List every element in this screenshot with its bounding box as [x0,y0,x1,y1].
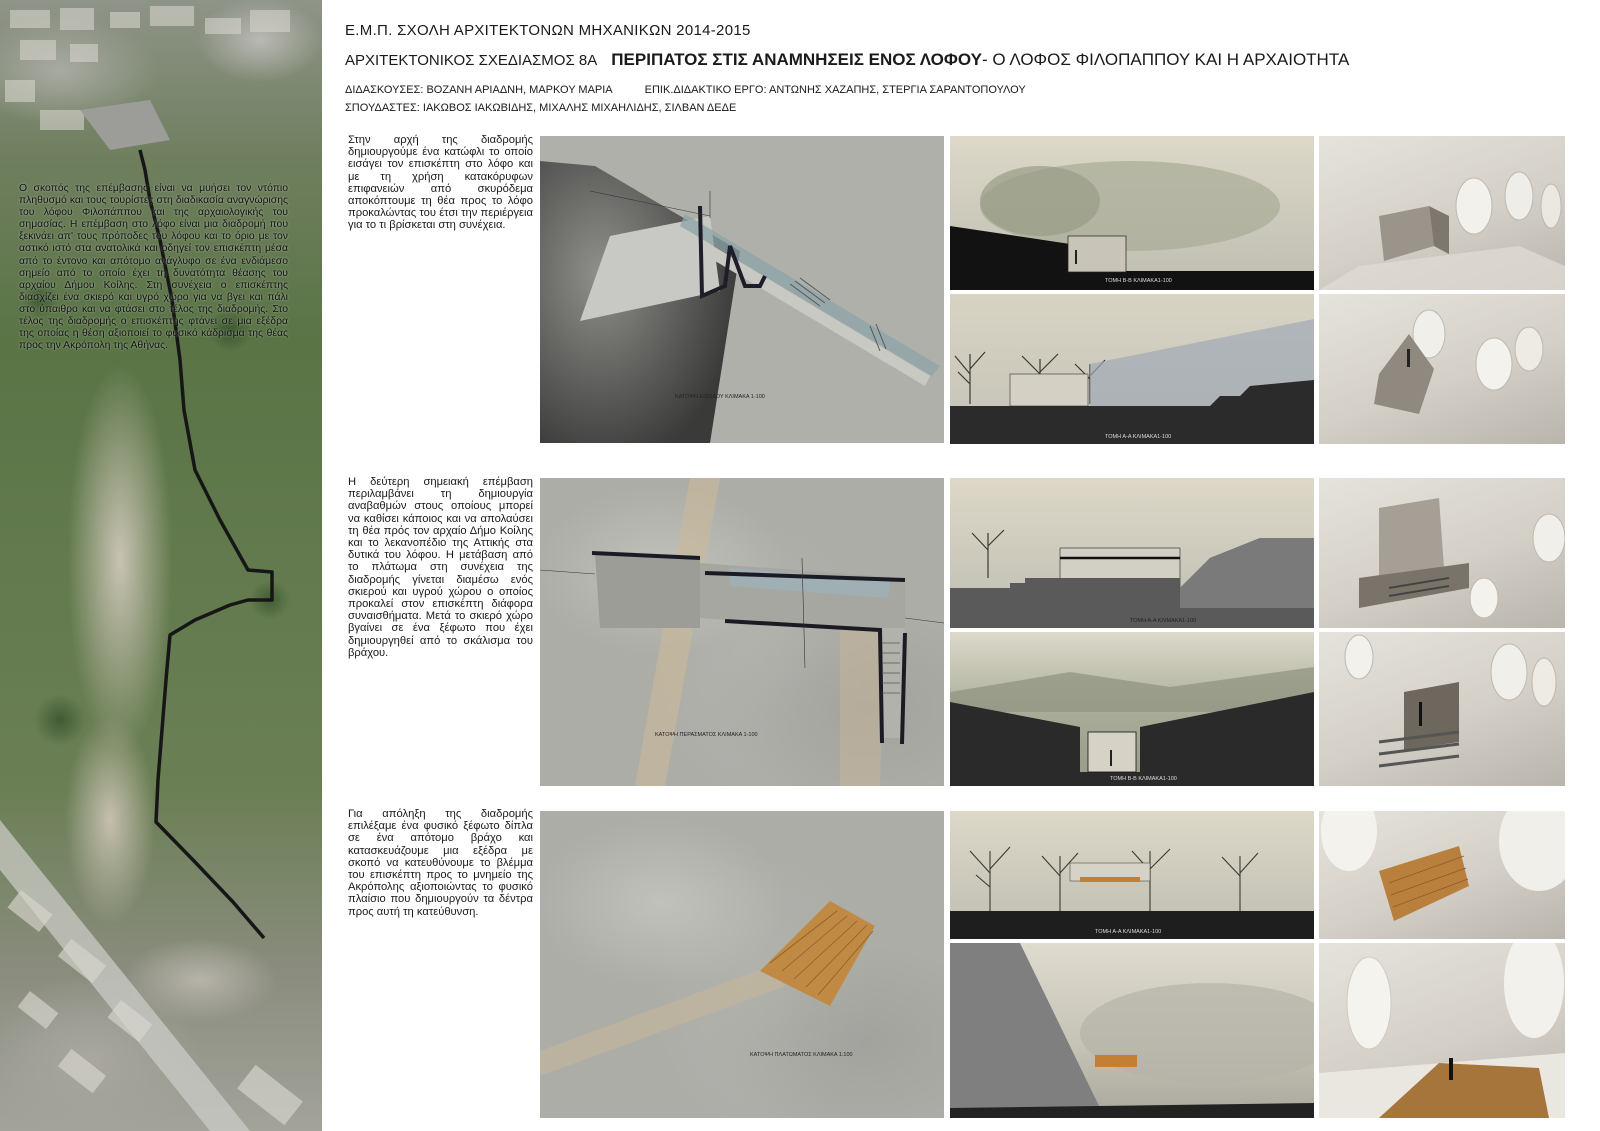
parking-area [80,100,170,150]
section-3-cut-bottom [950,943,1314,1118]
section-1-bottom-caption: ΤΟΜΗ Α-Α ΚΛΙΜΑΚΑ1-100 [1105,434,1172,440]
course-name: ΑΡΧΙΤΕΚΤΟΝΙΚΟΣ ΣΧΕΔΙΑΣΜΟΣ 8Α [345,52,598,69]
section-2-plan-caption: ΚΑΤΟΨΗ ΠΕΡΑΣΜΑΤΟΣ ΚΛΙΜΑΚΑ 1-100 [655,732,758,738]
section-3-top-caption: ΤΟΜΗ Α-Α ΚΛΙΜΑΚΑ1-100 [1095,929,1162,935]
school-line: Ε.Μ.Π. ΣΧΟΛΗ ΑΡΧΙΤΕΚΤΟΝΩΝ ΜΗΧΑΝΙΚΩΝ 2014-2015 [345,22,751,39]
intro-text: Ο σκοπός της επέμβασης είναι να μυήσει τον ντόπιο πληθυσμό και τους τουρίστες στη διαδικασία αναγνώρισης του λόφου Φιλοπάππου και της αρχαιολογικής του σημασίας. Η επέμβαση στο λόφο είναι μια διαδρομή που ξεκινάει απ' τους πρόποδες του λόφου και το όριο με τον αστικό ιστό στα ανατολικά και οδηγεί τον επισκέπτη μέσα από το έντονο και απότομο ανάγλυφο σε ένα ενδιάμεσο σημείο από το οποίο έχει τη δυνατότητα θέασης του αρχαίου Δήμου Κοίλης. Στη συνέχεια ο επισκέπτης διασχίζει ένα σκιερό και υγρό χώρο για να βγει και πάλι στο ύπαιθρο και να φτάσει στο τέλος της διαδρομής. Στο τέλος της διαδρομής ο επισκέπτης φτάνει σε μια εξέδρα της οποίας η θέση αξιοποιεί το φυσικό κάδρισμα της θέας προς την Ακρόπολη της Αθήνας. [19,183,288,352]
teachers-row [345,84,1026,96]
section-1-model-photo-1 [1319,136,1565,290]
model-photo-drawing [1319,811,1565,939]
model-photo-drawing [1319,136,1565,290]
model-wall [1379,206,1434,261]
section-1-model-photo-2 [1319,294,1565,444]
section-1-cut-top [950,136,1314,290]
section-1-top-caption: ΤΟΜΗ Β-Β ΚΛΙΜΑΚΑ1-100 [1105,278,1172,284]
section-2-text: Η δεύτερη σημειακή επέμβαση περιλαμβάνει τη δημιουργία αναβαθμών στους οποίους μπορεί να καθίσει κάποιος και να απολαύσει τη θέα πρός τον αρχαίο Δήμο Κοίλης και το λεκανοπέδιο της Αττικής στα δυτικά του λόφου. Η μετάβαση από το πλάτωμα στη συνέχεια της διαδρομής γίνεται διαμέσω ενός σκιερού και υγρού χώρου ο οποίος προκαλεί στον επισκέπτη διάφορα συναισθήματα. Μετά το σκιερό χώρο βγαίνει σε ένα ξέφωτο που έχει δημιουργηθεί από το σκάλισμα του βράχου. [348,476,533,659]
section-3-plan-caption: ΚΑΤΟΨΗ ΠΛΑΤΩΜΑΤΟΣ ΚΛΙΜΑΚΑ 1:100 [750,1052,853,1058]
section-2-top-caption: ΤΟΜΗ Α-Α ΚΛΙΜΑΚΑ1-100 [1130,618,1197,624]
section-3-cut-bottom-drawing [950,943,1314,1118]
section-2-bottom-caption: ΤΟΜΗ Β-Β ΚΛΙΜΑΚΑ1-100 [1110,776,1177,782]
section-3-model-photo-1 [1319,811,1565,939]
concrete-block [1010,374,1088,406]
timber-platform [760,901,875,1006]
section-3-cut-top [950,811,1314,939]
project-subtitle: - Ο ΛΟΦΟΣ ΦΙΛΟΠΑΠΠΟΥ ΚΑΙ Η ΑΡΧΑΙΟΤΗΤΑ [981,50,1350,69]
road [0,820,250,1131]
section-1-plan-caption: ΚΑΤΟΨΗ ΕΙΣΟΔΟΥ ΚΛΙΜΑΚΑ 1-100 [675,394,765,400]
section-2-model-photo-2 [1319,632,1565,786]
section-3-text: Για απόληξη της διαδρομής επιλέξαμε ένα φυσικό ξέφωτο δίπλα σε ένα απότομο βράχο και κατασκευάζουμε μια εξέδρα με σκοπό να κατευθύνουμε το βλέμμα του επισκέπτη προς το μνημείο της Ακρόπολης αξιοποιώντας το φυσικό πλαίσιο που δημιουργούν τα δέντρα προς αυτή τη κατεύθυνση. [348,808,533,918]
section-3-cut-top-drawing [950,811,1314,939]
model-wall [1379,498,1444,578]
section-line [540,570,595,574]
students: ΣΠΟΥΔΑΣΤΕΣ: ΙΑΚΩΒΟΣ ΙΑΚΩΒΙΔΗΣ, ΜΙΧΑΛΗΣ ΜΙΧΑΗΛΙΔΗΣ, ΣΙΛΒΑΝ ΔΕΔΕ [345,102,737,114]
section-1-cut-top-drawing [950,136,1314,290]
timber-platform [1095,1055,1137,1067]
passage-plan-drawing [540,478,944,786]
model-photo-drawing [1319,294,1565,444]
section-1-cut-bottom [950,294,1314,444]
project-title: ΠΕΡΙΠΑΤΟΣ ΣΤΙΣ ΑΝΑΜΝΗΣΕΙΣ ΕΝΟΣ ΛΟΦΟΥ [611,50,982,69]
course-title-row [345,50,1349,70]
section-2-cut-top-drawing [950,478,1314,628]
model-shaded-space [1404,682,1459,750]
aerial-map-graphic [0,0,322,1131]
footpath [540,966,785,1076]
assistants: ΕΠΙΚ.ΔΙΔΑΚΤΙΚΟ ΕΡΓΟ: ΑΝΤΩΝΗΣ ΧΑΖΑΠΗΣ, ΣΤΕΡΓΙΑ ΣΑΡΑΝΤΟΠΟΥΛΟΥ [644,84,1026,96]
section-1-text: Στην αρχή της διαδρομής δημιουργούμε ένα κατώφλι το οποίο εισάγει τον επισκέπτη στο λόφο και με τη χρήση κατακόρυφων επιφανειών από σκυρόδεμα αποκόπτουμε τη θέα προς το λόφο προκαλώντας του έτσι την περιέργεια για το τι βρίσκεται στη συνέχεια. [348,134,533,232]
section-2-model-photo-1 [1319,478,1565,628]
section-1-cut-bottom-drawing [950,294,1314,444]
section-3-bottom-caption: ΤΟΜΗ Β-Β ΚΛΙΜΑΚΑ1-100 [1105,1107,1172,1113]
section-2-cut-bottom-drawing [950,632,1314,786]
model-photo-drawing [1319,632,1565,786]
terraces [595,553,700,628]
rock-face [950,943,1100,1108]
trees [972,530,1004,578]
section-3-plan [540,811,944,1118]
teachers: ΔΙΔΑΣΚΟΥΣΕΣ: ΒΟΖΑΝΗ ΑΡΙΑΔΝΗ, ΜΑΡΚΟΥ ΜΑΡΙΑ [345,84,613,96]
model-photo-drawing [1319,478,1565,628]
aerial-map [0,0,322,1131]
section-3-model-photo-2 [1319,943,1565,1118]
footpath [635,478,720,786]
section-1-plan [540,136,944,443]
platform-plan-drawing [540,811,944,1118]
model-photo-drawing [1319,943,1565,1118]
section-2-cut-top [950,478,1314,628]
section-2-cut-bottom [950,632,1314,786]
section-2-plan [540,478,944,786]
